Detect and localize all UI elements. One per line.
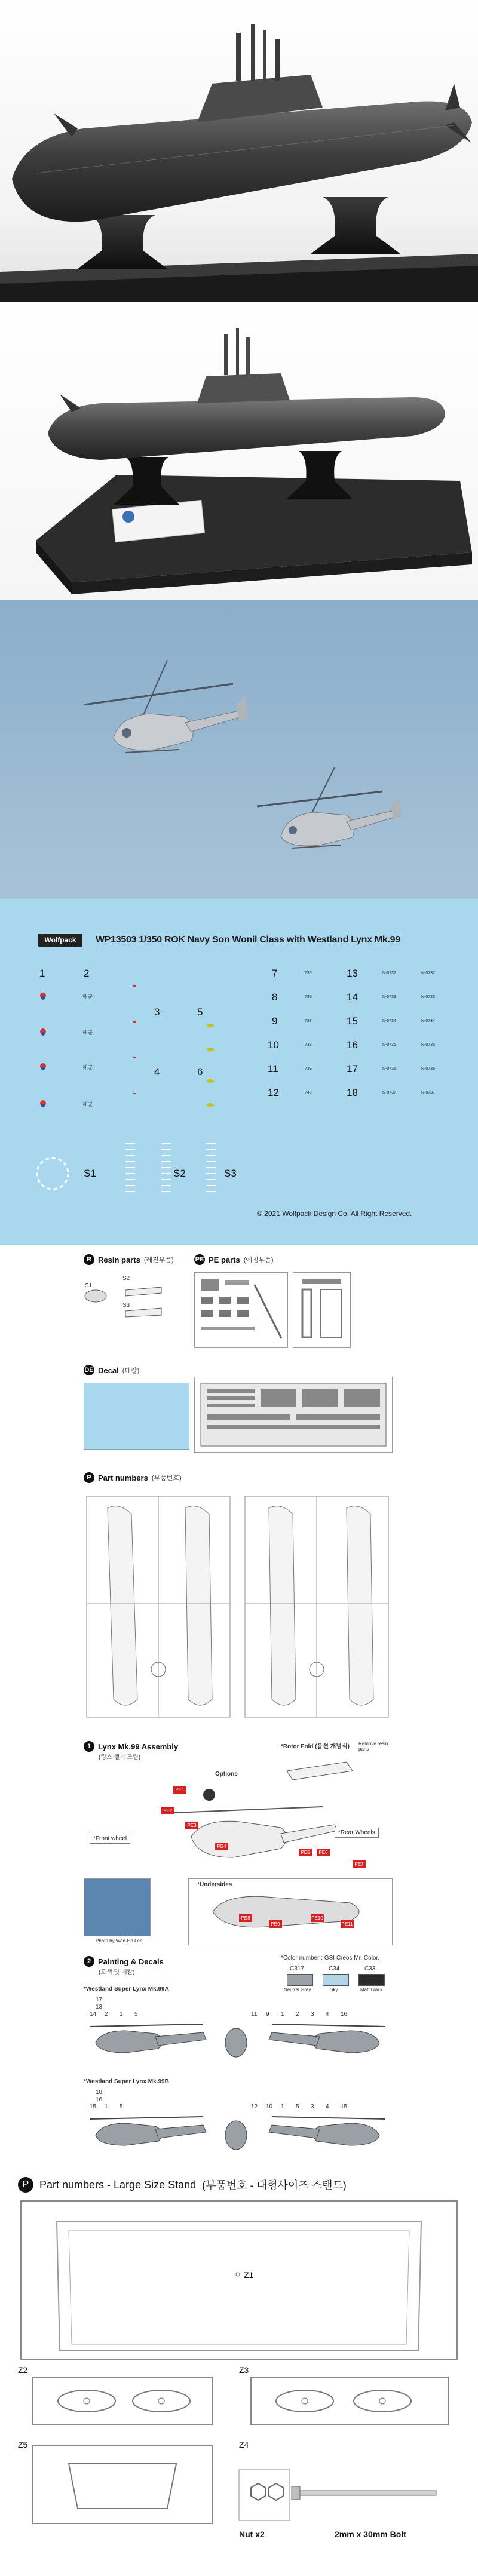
heli1-profiles <box>84 2016 394 2070</box>
decal-serial: N-0733 <box>382 995 396 999</box>
decal-thumbnail <box>84 1383 189 1450</box>
decal-num: 9 <box>272 1015 278 1027</box>
decal-korean: 해군 <box>82 1030 93 1036</box>
pe-tag: PE7 <box>353 1860 366 1868</box>
decal-serial: N-0732 <box>421 971 435 975</box>
decal-num: 4 <box>154 1066 160 1077</box>
decal-serial: N-0735 <box>382 1043 396 1047</box>
decal-num: 11 <box>268 1063 278 1074</box>
callout-num: 1 <box>281 2104 284 2110</box>
pe-tag: PE11 <box>341 1921 353 1927</box>
decal-num: 5 <box>197 1006 203 1018</box>
decal-num: 12 <box>268 1087 279 1098</box>
callout-num: 4 <box>326 2011 329 2018</box>
pe-fret-right-art <box>293 1273 350 1347</box>
painting-kor: (도색 및 데칼) <box>99 1969 135 1976</box>
callout-num: 1 <box>105 2104 108 2110</box>
decal-title: WP13503 1/350 ROK Navy Son Wonil Class with Westland Lynx Mk.99 <box>96 935 400 945</box>
decal-num: 7 <box>272 968 278 979</box>
heli2-profiles <box>84 2108 394 2162</box>
callout-num: 12 <box>251 2104 258 2110</box>
pe-tag: PE10 <box>311 1915 323 1921</box>
decal-num: 16 <box>347 1039 358 1051</box>
decal-small: 737 <box>305 1019 312 1023</box>
decal-korean: 해군 <box>82 1101 93 1107</box>
pe-tag: PE9 <box>269 1920 282 1928</box>
step-badge-icon: DE <box>84 1365 94 1375</box>
decal-num: 18 <box>347 1087 358 1098</box>
stand-title-en: Part numbers - Large Size Stand <box>39 2178 197 2191</box>
photo-submarine-stand <box>0 302 478 600</box>
assembly-photo <box>84 1878 151 1936</box>
pe-fret-left <box>194 1272 288 1348</box>
rear-wheels-callout: *Rear Wheels <box>335 1828 379 1838</box>
pe-parts-heading: PE PE parts (에칭부품) <box>195 1255 274 1264</box>
part-numbers-heading: P Part numbers (부품번호) <box>84 1472 182 1483</box>
nut-label: Nut x2 <box>239 2529 265 2539</box>
helicopters-image <box>0 600 478 899</box>
decal-serial: N-0737 <box>382 1091 396 1095</box>
callout-num: 5 <box>134 2011 138 2018</box>
pe-large-fret-art <box>195 1377 392 1452</box>
decal-sheet <box>0 899 478 1245</box>
pe-tag: PE6 <box>317 1849 330 1856</box>
callout-num: 4 <box>326 2104 329 2110</box>
part-number-z4: Z4 <box>239 2440 249 2449</box>
decal-stripe-label: S1 <box>84 1168 96 1179</box>
color-code: C34 <box>329 1966 340 1972</box>
undersides-label: *Undersides <box>197 1881 232 1888</box>
submarine-closeup-image <box>0 0 478 302</box>
decal-copyright: © 2021 Wolfpack Design Co. All Right Reserved. <box>257 1209 412 1218</box>
instruction-sheet <box>0 1245 478 2165</box>
undersides-box <box>188 1878 393 1945</box>
heli2-label: *Westland Super Lynx Mk.99B <box>84 2078 169 2085</box>
callout-num: 14 <box>90 2011 97 2018</box>
callout-num: 16 <box>96 2096 103 2103</box>
decal-korean: 해군 <box>82 1064 93 1070</box>
resin-parts-heading: R Resin parts (레진부품) <box>84 1254 174 1265</box>
callout-num: 1 <box>120 2011 123 2018</box>
photo-caption: Photo by Wan-Ho Lee <box>96 1938 143 1943</box>
color-name: Neutral Grey <box>284 1987 311 1992</box>
decal-serial: N-0734 <box>421 1019 435 1023</box>
callout-num: 15 <box>341 2104 348 2110</box>
step-badge-icon: PE <box>194 1254 205 1265</box>
assembly-kor: (링스 헬기 조립) <box>99 1754 141 1761</box>
brand-logo: Wolfpack <box>38 934 82 947</box>
decal-num: 14 <box>347 991 358 1003</box>
color-name: Matt Black <box>360 1987 383 1992</box>
decal-stripe-label: S3 <box>224 1168 237 1179</box>
decal-serial: N-0735 <box>421 1043 435 1047</box>
step-badge-icon: R <box>84 1254 94 1265</box>
decal-small: 739 <box>305 1067 312 1071</box>
photo-lynx-helicopters <box>0 600 478 899</box>
remove-label: Remove resin parts <box>358 1741 388 1752</box>
decal-small: 735 <box>305 971 312 975</box>
decal-serial: N-0734 <box>382 1019 396 1023</box>
stand-title-kor: (부품번호 - 대형사이즈 스탠드) <box>202 2179 347 2191</box>
pe-tag: PE2 <box>161 1807 174 1814</box>
decal-serial: N-0736 <box>382 1067 396 1071</box>
pe-tag: PE3 <box>185 1822 198 1829</box>
callout-num: 15 <box>90 2104 97 2110</box>
decal-num: 13 <box>347 968 358 979</box>
pe-fret-right <box>293 1272 351 1348</box>
heli1-label: *Westland Super Lynx Mk.99A <box>84 1986 169 1992</box>
pe-large-fret <box>194 1377 393 1453</box>
color-swatch <box>287 1974 313 1986</box>
decal-small: 738 <box>305 1043 312 1047</box>
decal-serial: N-0737 <box>421 1091 435 1095</box>
decal-serial: N-0736 <box>421 1067 435 1071</box>
decal-markings <box>0 899 478 1245</box>
part-number-z1: Z1 <box>244 2270 254 2280</box>
decal-stripe-label: S2 <box>173 1168 186 1179</box>
part-number-z5: Z5 <box>18 2440 28 2449</box>
part-number-z2: Z2 <box>18 2365 28 2375</box>
callout-num: 13 <box>96 2004 103 2010</box>
color-name: Sky <box>330 1987 338 1992</box>
stand-part-numbers <box>0 2165 478 2576</box>
decal-serial: N-0733 <box>421 995 435 999</box>
callout-num: 3 <box>311 2104 314 2110</box>
pe-tag: PE8 <box>239 1914 252 1922</box>
step-badge-icon: P <box>84 1472 94 1483</box>
callout-num: 3 <box>311 2011 314 2018</box>
callout-num: 10 <box>266 2104 273 2110</box>
callout-num: 11 <box>251 2011 258 2018</box>
decal-small: 736 <box>305 995 312 999</box>
decal-num: 1 <box>39 968 45 979</box>
callout-num: 16 <box>341 2011 348 2018</box>
color-swatch <box>358 1974 385 1986</box>
bolt-label: 2mm x 30mm Bolt <box>335 2529 406 2539</box>
decal-korean: 해군 <box>82 994 93 1000</box>
decal-num: 8 <box>272 991 278 1003</box>
decal-num: 2 <box>84 968 90 979</box>
color-swatch <box>323 1974 349 1986</box>
decal-num: 17 <box>347 1063 358 1074</box>
callout-num: 9 <box>266 2011 269 2018</box>
callout-num: 2 <box>105 2011 108 2018</box>
options-label: Options <box>215 1771 238 1777</box>
color-code: C33 <box>364 1966 376 1972</box>
color-code: C317 <box>290 1966 304 1972</box>
decal-serial: N-0732 <box>382 971 396 975</box>
decal-heading: DE Decal (데칼) <box>84 1365 140 1375</box>
photo-submarine-closeup <box>0 0 478 302</box>
part-badge-icon: P <box>18 2177 33 2193</box>
callout-num: 18 <box>96 2089 103 2096</box>
step-badge-icon: 2 <box>84 1956 94 1967</box>
decal-num: 10 <box>268 1039 279 1051</box>
pe-tag: PE4 <box>215 1843 228 1850</box>
assembly-heading: 1 Lynx Mk.99 Assembly <box>84 1741 178 1752</box>
undersides-art <box>189 1879 392 1945</box>
pe-tag: PE1 <box>173 1786 186 1794</box>
callout-num: 2 <box>296 2011 299 2018</box>
painting-heading: 2 Painting & Decals <box>84 1956 164 1967</box>
resin-item: S1 <box>85 1282 93 1289</box>
callout-num: 5 <box>120 2104 123 2110</box>
decal-num: 3 <box>154 1006 160 1018</box>
color-note: *Color number : GSI Creos Mr. Color. <box>281 1955 380 1961</box>
pe-fret-left-art <box>195 1273 287 1347</box>
step-badge-icon: 1 <box>84 1741 94 1752</box>
rotor-fold-label: *Rotor Fold (옵션 개념식) <box>281 1743 350 1750</box>
pe-tag: PE5 <box>299 1849 312 1856</box>
part-number-z3: Z3 <box>239 2365 249 2375</box>
callout-num: 17 <box>96 1997 103 2003</box>
resin-item: S3 <box>122 1302 130 1309</box>
sprue-diagram <box>84 1490 394 1723</box>
resin-item: S2 <box>122 1275 130 1282</box>
decal-small: 740 <box>305 1091 312 1095</box>
decal-num: 6 <box>197 1066 203 1077</box>
submarine-stand-image <box>0 302 478 600</box>
front-wheel-callout: *Front wheel <box>90 1834 130 1844</box>
decal-num: 15 <box>347 1015 358 1027</box>
callout-num: 1 <box>281 2011 284 2018</box>
callout-num: 5 <box>296 2104 299 2110</box>
